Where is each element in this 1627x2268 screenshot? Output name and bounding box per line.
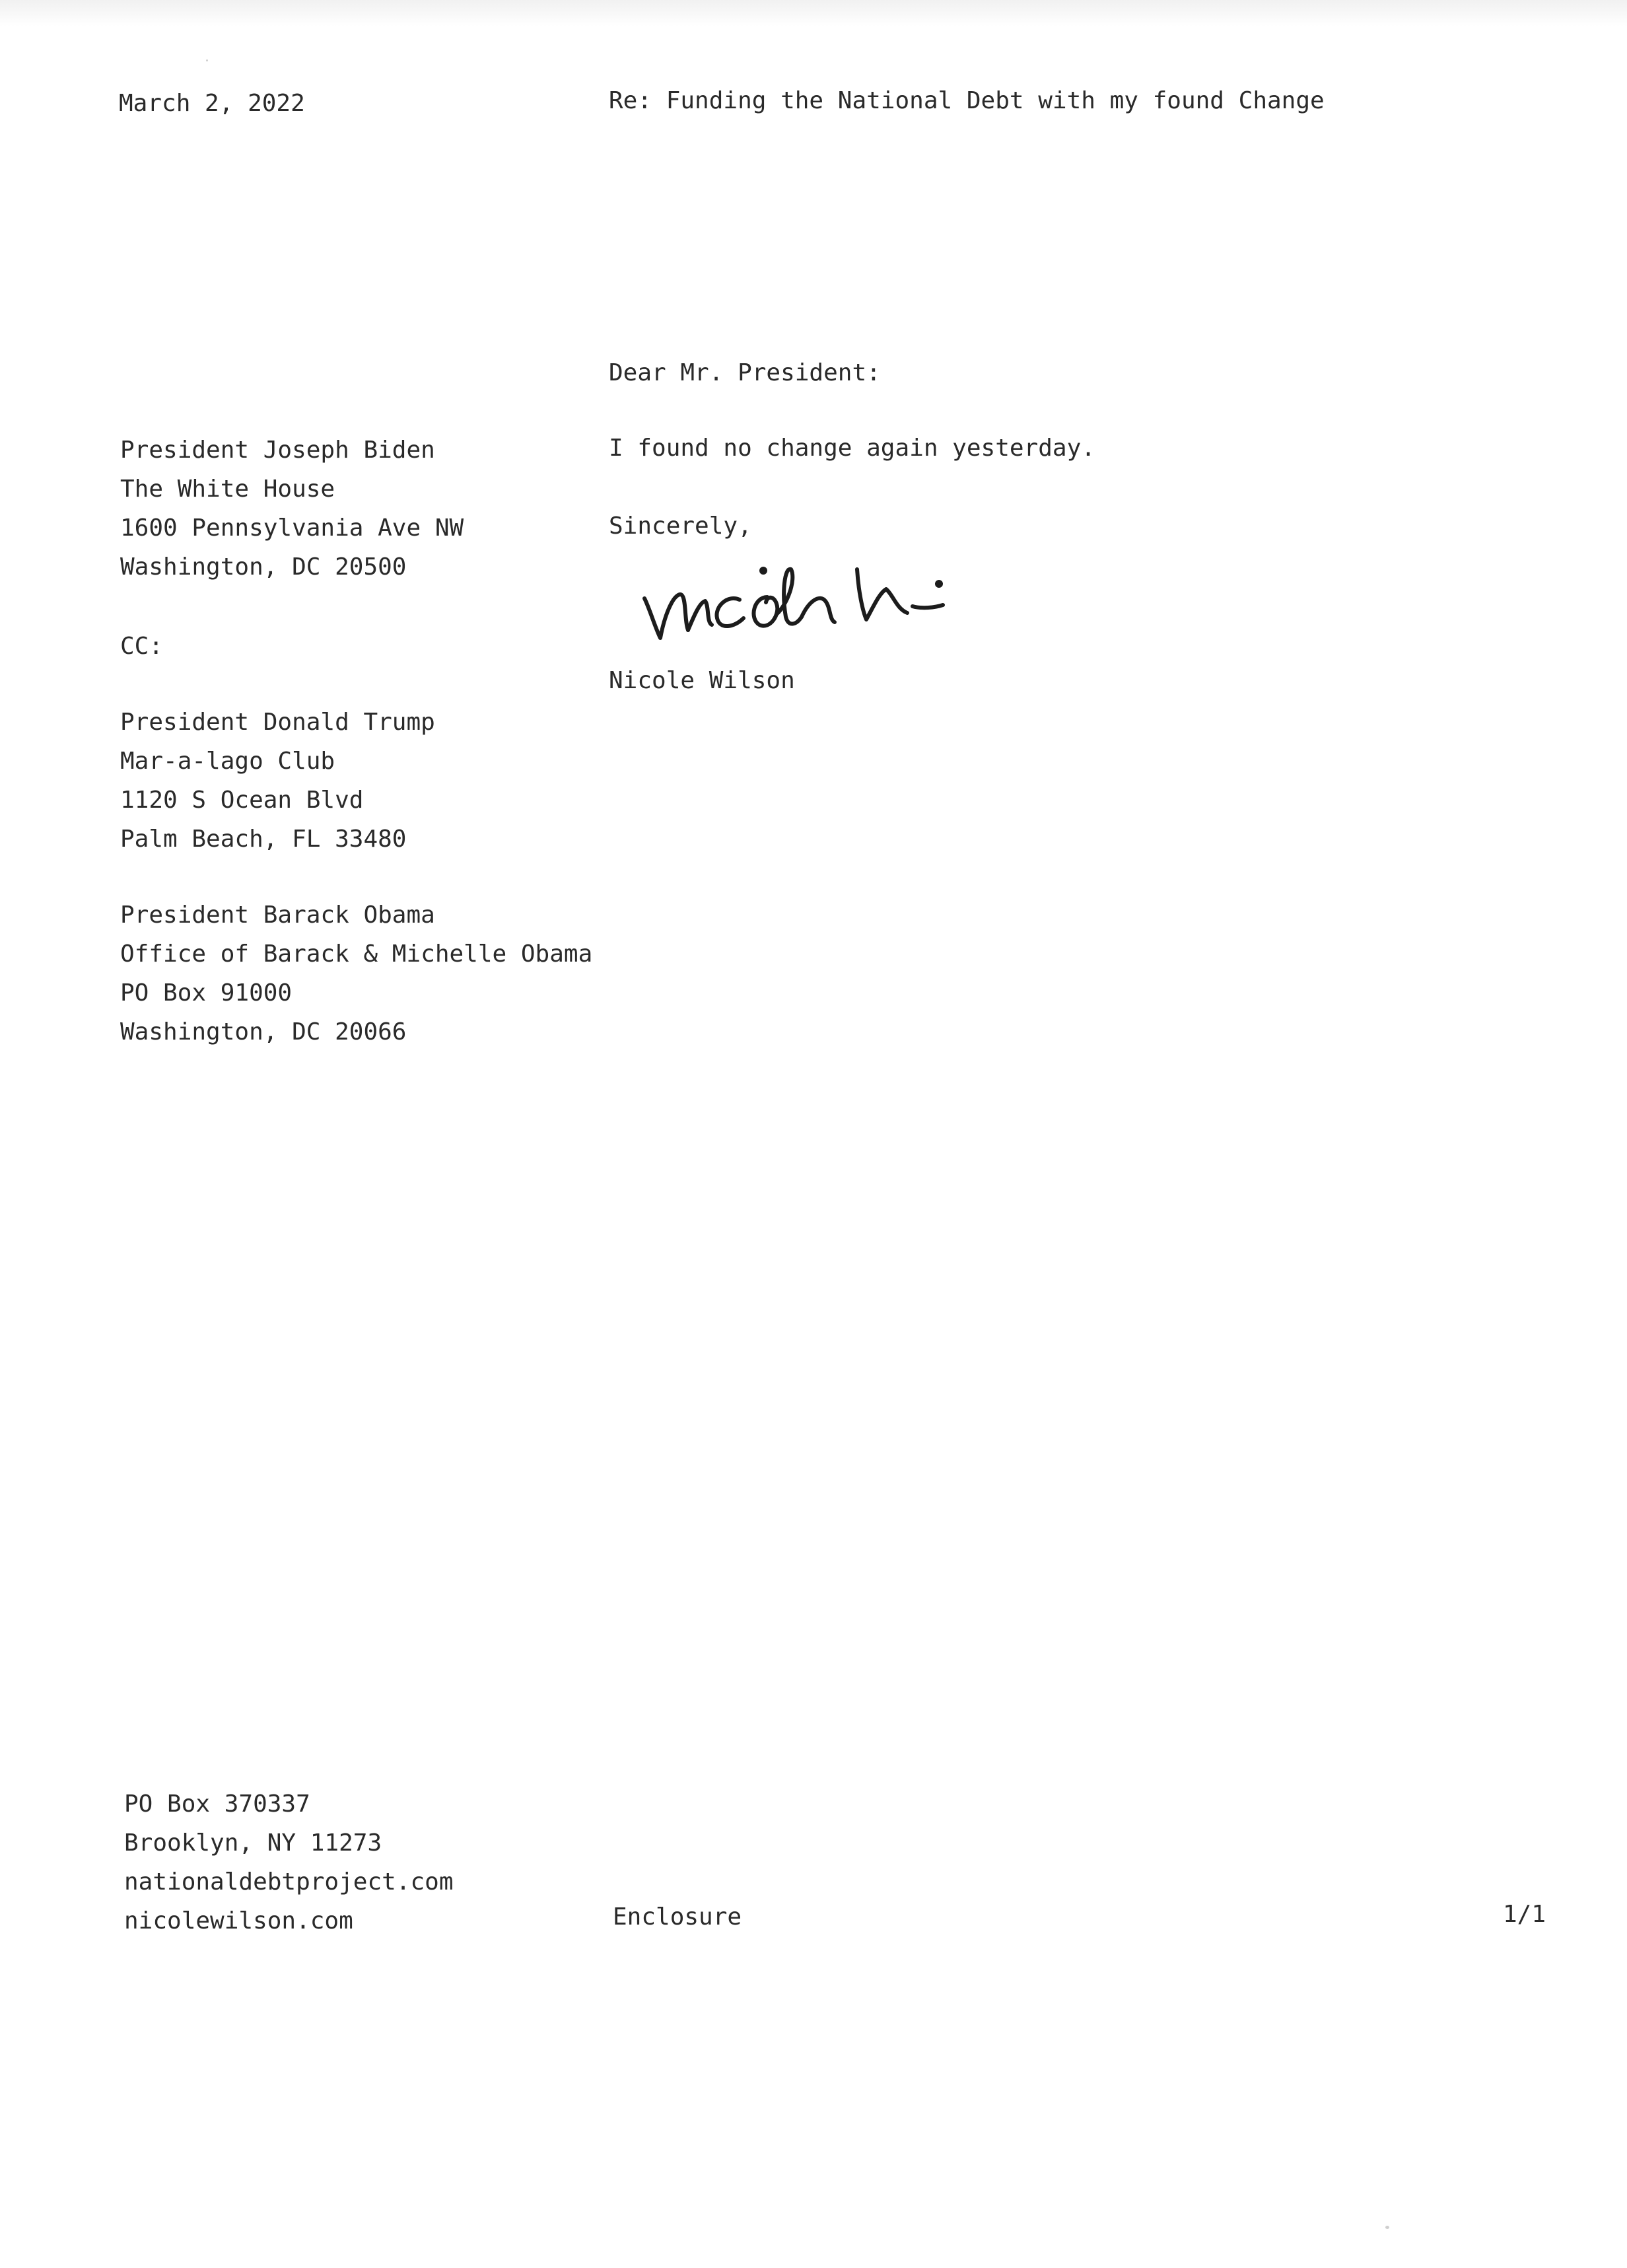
recipient-address — [120, 431, 464, 586]
cc-line: Palm Beach, FL 33480 — [120, 826, 407, 853]
cc-recipient-obama — [120, 896, 592, 1051]
letter-body: I found no change again yesterday. — [609, 435, 1095, 462]
enclosure-note: Enclosure — [613, 1903, 742, 1931]
sender-line: Brooklyn, NY 11273 — [124, 1829, 382, 1857]
recipient-line: President Joseph Biden — [120, 437, 435, 464]
scan-edge-shadow — [0, 0, 1627, 26]
recipient-line: The White House — [120, 476, 335, 503]
cc-line: Mar-a-lago Club — [120, 748, 335, 775]
signature-text: nicole wi — [640, 553, 644, 554]
sender-line: PO Box 370337 — [124, 1790, 310, 1818]
cc-label: CC: — [120, 633, 164, 660]
sender-line: nationaldebtproject.com — [124, 1868, 454, 1896]
recipient-line: 1600 Pennsylvania Ave NW — [120, 514, 464, 542]
letter-subject: Re: Funding the National Debt with my found Change — [609, 87, 1325, 114]
page-number: 1/1 — [1503, 1901, 1546, 1928]
cc-line: President Barack Obama — [120, 902, 435, 929]
cc-line: 1120 S Ocean Blvd — [120, 787, 364, 814]
sender-footer-address — [124, 1785, 454, 1940]
cc-line: President Donald Trump — [120, 709, 435, 736]
cc-line: PO Box 91000 — [120, 979, 293, 1007]
signer-name: Nicole Wilson — [609, 667, 795, 694]
letter-salutation: Dear Mr. President: — [609, 359, 881, 386]
recipient-line: Washington, DC 20500 — [120, 553, 407, 581]
cc-recipient-trump — [120, 703, 435, 859]
letter-closing: Sincerely, — [609, 513, 752, 540]
cc-line: Washington, DC 20066 — [120, 1018, 407, 1045]
scan-speck — [206, 59, 208, 61]
sender-line: nicolewilson.com — [124, 1907, 353, 1934]
handwritten-signature — [640, 553, 984, 653]
scan-speck — [1385, 2226, 1389, 2229]
letter-date: March 2, 2022 — [119, 90, 305, 117]
cc-line: Office of Barack & Michelle Obama — [120, 940, 593, 968]
